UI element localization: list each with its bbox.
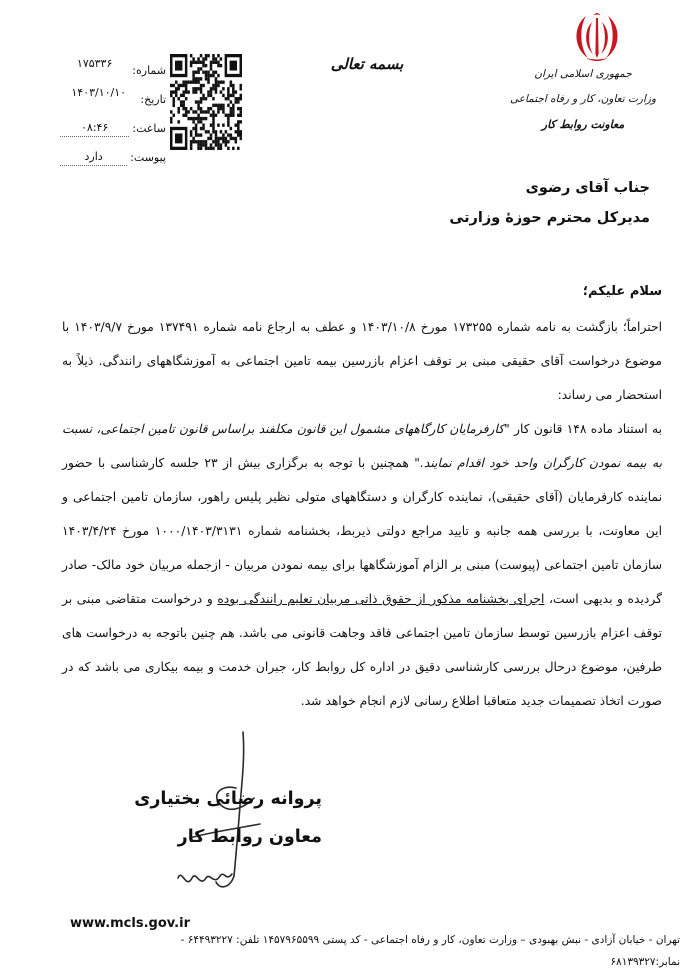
letter-number: ۱۷۵۳۳۶ xyxy=(76,57,113,70)
meta-date-row xyxy=(60,79,166,108)
recipient-name: جناب آقای رضوی xyxy=(525,180,650,196)
country-name: جمهوری اسلامی ایران xyxy=(534,68,632,80)
footer-fax: نمابر:۶۸۱۳۹۳۲۷ xyxy=(610,956,680,968)
letter-date: ۱۴۰۳/۱۰/۱۰ xyxy=(71,86,127,99)
meta-number-row xyxy=(60,50,166,79)
letter-time: ۰۸:۴۶ xyxy=(60,120,129,137)
iran-emblem-icon xyxy=(572,8,622,62)
law-article-quote: "کارفرمایان کارگاههای مشمول این قانون مکلفند براساس قانون تامین اجتماعی، نسبت به بیمه نمودن کارگران واحد خود اقدام نمایند." xyxy=(62,422,663,470)
recipient-title: مدیرکل محترم حوزهٔ وزارتی xyxy=(449,210,650,226)
footer-address: تهران - خیابان آزادی - نبش بهبودی – وزارت تعاون، کار و رفاه اجتماعی - کد پستی ۱۴۵۷۹۶۵۵۹۹ تلفن: ۶۴۴۹۳۲۲۷ - xyxy=(180,934,680,946)
date-label: تاریخ: xyxy=(140,93,166,106)
recipient-block xyxy=(250,173,650,233)
signatory-name: پروانه رضائی بختیاری xyxy=(134,789,322,809)
department-name: معاونت روابط کار xyxy=(541,118,625,131)
time-label: ساعت: xyxy=(132,122,166,135)
greeting: سلام علیکم؛ xyxy=(582,284,662,299)
number-label: شماره: xyxy=(132,64,166,77)
ministry-name: وزارت تعاون، کار و رفاه اجتماعی xyxy=(509,93,657,105)
meta-attachment-row xyxy=(60,137,166,166)
bismillah-heading: بسمه تعالی xyxy=(330,55,404,73)
signature-block xyxy=(102,780,322,856)
letter-body xyxy=(62,310,662,718)
organization-header xyxy=(508,62,658,137)
attachment-label: پیوست: xyxy=(130,151,166,164)
underlined-statement: اجرای بخشنامه مذکور از حقوق ذاتی مربیان تعلیم رانندگی بوده xyxy=(217,592,545,606)
qr-code xyxy=(170,54,242,150)
signatory-title: معاون روابط کار xyxy=(177,827,322,847)
paragraph-2-intro: به استناد ماده ۱۴۸ قانون کار xyxy=(509,422,662,436)
attachment-value: دارد xyxy=(60,149,127,166)
paragraph-2-end: و درخواست متقاضی مبنی بر توقف اعزام بازرسین توسط سازمان تامین اجتماعی فاقد وجاهت قانونی می باشد. هم چنین باتوجه به درخواست های طرفین، موضوع درحال بررسی کارشناسی دقیق در اداره کل روابط کار، جبران خدمت و بیمه بیکاری می باشد که در صورت اتخاذ تصمیمات جدید متعاقبا اطلاع رسانی لازم انجام خواهد شد. xyxy=(62,592,662,708)
letter-meta xyxy=(60,50,166,166)
footer-website: www.mcls.gov.ir xyxy=(70,916,190,931)
meta-time-row xyxy=(60,108,166,137)
body-paragraph-2 xyxy=(62,412,662,718)
body-paragraph-1: احتراماً؛ بازگشت به نامه شماره ۱۷۳۲۵۵ مورخ ۱۴۰۳/۱۰/۸ و عطف به ارجاع نامه شماره ۱۳۷۴۹۱ مورخ ۱۴۰۳/۹/۷ با موضوع درخواست آقای حقیقی مبنی بر توقف اعزام بازرسین بیمه تامین اجتماعی به آموزشگاههای رانندگی. ذیلاً به استحضار می رساند: xyxy=(62,320,662,402)
paragraph-2-middle: همچنین با توجه به برگزاری بیش از ۲۳ جلسه کارشناسی با حضور نماینده کارفرمایان (آقای حقیقی)، نماینده کارگران و دستگاههای متولی نظیر پلیس راهور، سازمان تامین اجتماعی و این معاونت، با بررسی همه جانبه و تایید مراجع دولتی ذیربط، بخشنامه شماره ۱۰۰۰/۱۴۰۳/۳۱۳۱ مورخ ۱۴۰۳/۴/۲۴ سازمان تامین اجتماعی (پیوست) مبنی بر الزام آموزشگاهها برای بیمه نمودن مربیان - ازجمله مربیان خود مالک- صادر گردیده و بدیهی است، xyxy=(62,456,662,606)
